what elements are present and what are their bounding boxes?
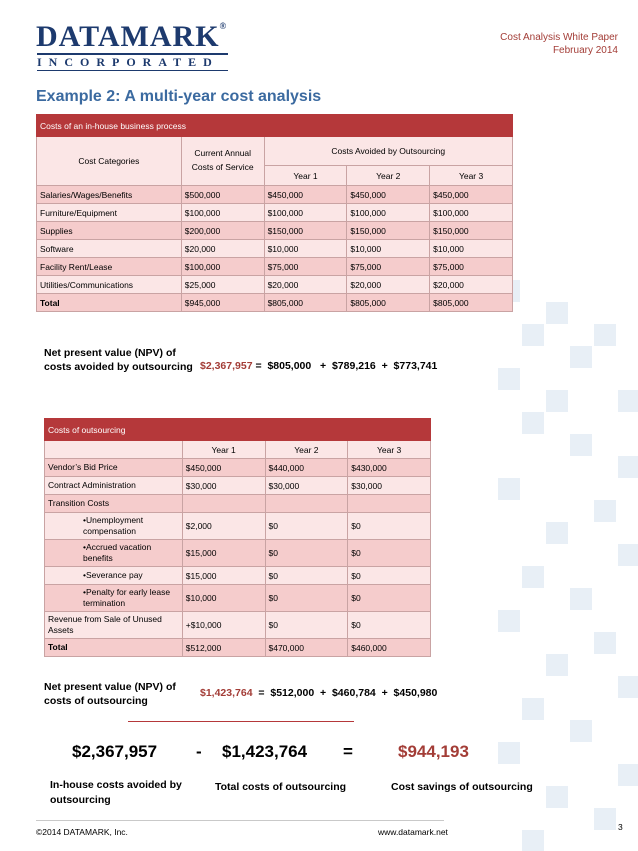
background-pattern	[498, 280, 638, 851]
npv-outsourcing-equation	[200, 687, 437, 699]
cell-value: $30,000	[265, 477, 348, 495]
row-label: Furniture/Equipment	[37, 204, 182, 222]
cell-value: $10,000	[182, 585, 265, 612]
table-caption: Costs of an in-house business process	[37, 115, 513, 137]
npv-outsourcing-label: Net present value (NPV) of costs of outsourcing	[44, 681, 176, 708]
table-row	[37, 240, 513, 258]
table-row	[37, 258, 513, 276]
column-header: Cost Categories	[37, 137, 182, 186]
year-header: Year 3	[348, 441, 431, 459]
table-row	[45, 495, 431, 513]
summary-equals: =	[343, 742, 353, 761]
cell-value: $150,000	[430, 222, 513, 240]
npv-outsourcing-result: $1,423,764	[200, 687, 253, 699]
cell-value: $0	[265, 540, 348, 567]
summary-avoided-value: $2,367,957	[72, 742, 158, 761]
cell-value: $0	[265, 585, 348, 612]
row-label: Software	[37, 240, 182, 258]
cell-value: $30,000	[348, 477, 431, 495]
year-header: Year 2	[347, 166, 430, 186]
cell-value: $75,000	[430, 258, 513, 276]
table-row	[45, 585, 431, 612]
page-title: Example 2: A multi-year cost analysis	[36, 88, 322, 105]
page-number: 3	[618, 822, 623, 832]
cell-value: $440,000	[265, 459, 348, 477]
cell-value: $10,000	[264, 240, 347, 258]
table-row	[37, 222, 513, 240]
year-header: Year 3	[430, 166, 513, 186]
cell-value: $75,000	[347, 258, 430, 276]
cell-value: $100,000	[430, 204, 513, 222]
cell-value: $100,000	[264, 204, 347, 222]
year-header: Year 2	[265, 441, 348, 459]
cell-value: $805,000	[264, 294, 347, 312]
cell-value: $0	[348, 513, 431, 540]
divider	[128, 721, 354, 722]
cell-value: $20,000	[181, 240, 264, 258]
row-label: •Penalty for early lease termination	[45, 585, 183, 612]
cell-value	[182, 495, 265, 513]
row-label: Supplies	[37, 222, 182, 240]
table-row	[45, 477, 431, 495]
document-title: Cost Analysis White Paper	[500, 32, 618, 43]
summary-minus: -	[196, 742, 202, 761]
cell-value: $100,000	[347, 204, 430, 222]
cell-value: $450,000	[430, 186, 513, 204]
cell-value: $15,000	[182, 540, 265, 567]
table-row	[45, 459, 431, 477]
cell-value: $512,000	[182, 639, 265, 657]
cell-value: $470,000	[265, 639, 348, 657]
cell-value: $10,000	[430, 240, 513, 258]
summary-savings-value: $944,193	[398, 742, 469, 761]
table-caption: Costs of outsourcing	[45, 419, 431, 441]
npv-avoided-label: Net present value (NPV) of costs avoided by outsourcing	[44, 347, 193, 374]
cell-value: $25,000	[181, 276, 264, 294]
logo: DATAMARK®	[36, 20, 228, 53]
cell-value: $20,000	[430, 276, 513, 294]
cell-value: $100,000	[181, 204, 264, 222]
footer-website[interactable]: www.datamark.net	[378, 827, 448, 837]
footer-copyright: ©2014 DATAMARK, Inc.	[36, 827, 128, 837]
row-label: •Severance pay	[45, 567, 183, 585]
cell-value: $450,000	[347, 186, 430, 204]
logo-underline	[37, 70, 228, 71]
table-row	[45, 540, 431, 567]
table-row	[37, 204, 513, 222]
npv-avoided-equation	[200, 360, 437, 372]
npv-avoided-terms: = $805,000 + $789,216 + $773,741	[252, 360, 438, 372]
row-label: Total	[45, 639, 183, 657]
row-label: Revenue from Sale of Unused Assets	[45, 612, 183, 639]
npv-avoided-result: $2,367,957	[200, 360, 253, 372]
row-label: Total	[37, 294, 182, 312]
inhouse-cost-table	[36, 114, 513, 312]
cell-value: $430,000	[348, 459, 431, 477]
cell-value: $0	[348, 612, 431, 639]
outsourcing-cost-table	[44, 418, 431, 657]
year-header: Year 1	[264, 166, 347, 186]
table-row	[45, 567, 431, 585]
cell-value: $10,000	[347, 240, 430, 258]
cell-value: $20,000	[347, 276, 430, 294]
cell-value: $0	[265, 513, 348, 540]
summary-avoided-caption: In-house costs avoided by outsourcing	[50, 779, 182, 806]
row-label: Transition Costs	[45, 495, 183, 513]
row-label: •Unemployment compensation	[45, 513, 183, 540]
cell-value: $805,000	[430, 294, 513, 312]
column-header: Current Annual Costs of Service	[181, 137, 264, 186]
cell-value: +$10,000	[182, 612, 265, 639]
row-label: •Accrued vacation benefits	[45, 540, 183, 567]
table-row	[45, 612, 431, 639]
cell-value: $0	[348, 585, 431, 612]
summary-outsourcing-caption: Total costs of outsourcing	[215, 781, 347, 793]
row-label: Contract Administration	[45, 477, 183, 495]
cell-value: $75,000	[264, 258, 347, 276]
summary-outsourcing-value: $1,423,764	[222, 742, 308, 761]
table-row	[37, 294, 513, 312]
table-row	[45, 513, 431, 540]
cell-value: $150,000	[264, 222, 347, 240]
summary-savings-caption: Cost savings of outsourcing	[391, 781, 533, 793]
row-label: Facility Rent/Lease	[37, 258, 182, 276]
footer-rule	[36, 820, 444, 821]
cell-value: $450,000	[182, 459, 265, 477]
cell-value: $0	[265, 612, 348, 639]
cell-value: $15,000	[182, 567, 265, 585]
cell-value: $150,000	[347, 222, 430, 240]
cell-value: $0	[265, 567, 348, 585]
cell-value	[265, 495, 348, 513]
cell-value: $460,000	[348, 639, 431, 657]
table-row	[37, 186, 513, 204]
year-header: Year 1	[182, 441, 265, 459]
cell-value: $100,000	[181, 258, 264, 276]
logo-subtitle: INCORPORATED	[37, 55, 219, 69]
cell-value: $200,000	[181, 222, 264, 240]
cell-value: $450,000	[264, 186, 347, 204]
table-row	[37, 276, 513, 294]
cell-value: $0	[348, 567, 431, 585]
cell-value: $2,000	[182, 513, 265, 540]
cell-value	[348, 495, 431, 513]
cell-value: $0	[348, 540, 431, 567]
row-label: Utilities/Communications	[37, 276, 182, 294]
cell-value: $945,000	[181, 294, 264, 312]
document-date: February 2014	[552, 45, 618, 56]
row-label: Vendor’s Bid Price	[45, 459, 183, 477]
cell-value: $805,000	[347, 294, 430, 312]
cell-value: $20,000	[264, 276, 347, 294]
column-header	[45, 441, 183, 459]
column-header: Costs Avoided by Outsourcing	[264, 137, 512, 166]
cell-value: $30,000	[182, 477, 265, 495]
cell-value: $500,000	[181, 186, 264, 204]
row-label: Salaries/Wages/Benefits	[37, 186, 182, 204]
npv-outsourcing-terms: = $512,000 + $460,784 + $450,980	[252, 687, 438, 699]
table-row	[45, 639, 431, 657]
